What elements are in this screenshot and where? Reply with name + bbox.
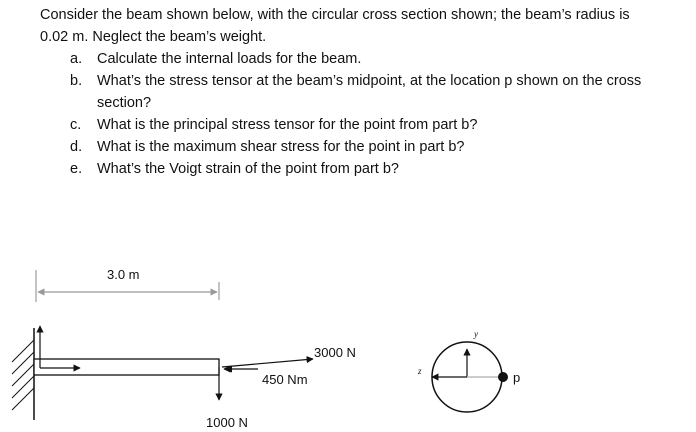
- question-marker: a.: [70, 51, 83, 67]
- beam: [34, 359, 219, 375]
- question-marker: b.: [70, 73, 83, 89]
- question-text: Calculate the internal loads for the beam.: [97, 51, 362, 67]
- question-marker: e.: [70, 161, 83, 177]
- axial-force-label: 3000 N: [314, 345, 356, 360]
- question-e: [40, 158, 685, 180]
- question-marker: d.: [70, 139, 83, 155]
- question-a: [40, 48, 685, 70]
- y-axis-label: y: [474, 329, 478, 339]
- length-label: 3.0 m: [107, 267, 140, 282]
- question-marker: c.: [70, 117, 82, 133]
- question-list: [40, 48, 685, 180]
- problem-intro: [40, 4, 685, 48]
- question-d: [40, 136, 685, 158]
- torque-label: 450 Nm: [262, 372, 308, 387]
- question-text: What’s the stress tensor at the beam’s midpoint, at the location p shown on the cross: [97, 73, 642, 89]
- question-text: What’s the Voigt strain of the point from part b?: [97, 161, 399, 177]
- intro-line-1: Consider the beam shown below, with the circular cross section shown; the beam’s radius is: [40, 7, 630, 23]
- question-text: What is the principal stress tensor for the point from part b?: [97, 117, 478, 133]
- vertical-force-label: 1000 N: [206, 415, 248, 430]
- fixed-wall: [12, 328, 34, 420]
- point-p-label: p: [513, 370, 521, 385]
- axial-force-arrow: [222, 359, 313, 367]
- question-c: [40, 114, 685, 136]
- question-text: What is the maximum shear stress for the point in part b?: [97, 139, 465, 155]
- intro-line-2: 0.02 m. Neglect the beam’s weight.: [40, 29, 267, 45]
- point-p-marker: [498, 372, 508, 382]
- question-text-continued: section?: [97, 95, 152, 111]
- beam-figure: [0, 262, 696, 432]
- problem-statement: [40, 4, 685, 180]
- z-axis-label: z: [418, 366, 422, 376]
- cross-section: [432, 342, 508, 412]
- question-b: [40, 70, 685, 114]
